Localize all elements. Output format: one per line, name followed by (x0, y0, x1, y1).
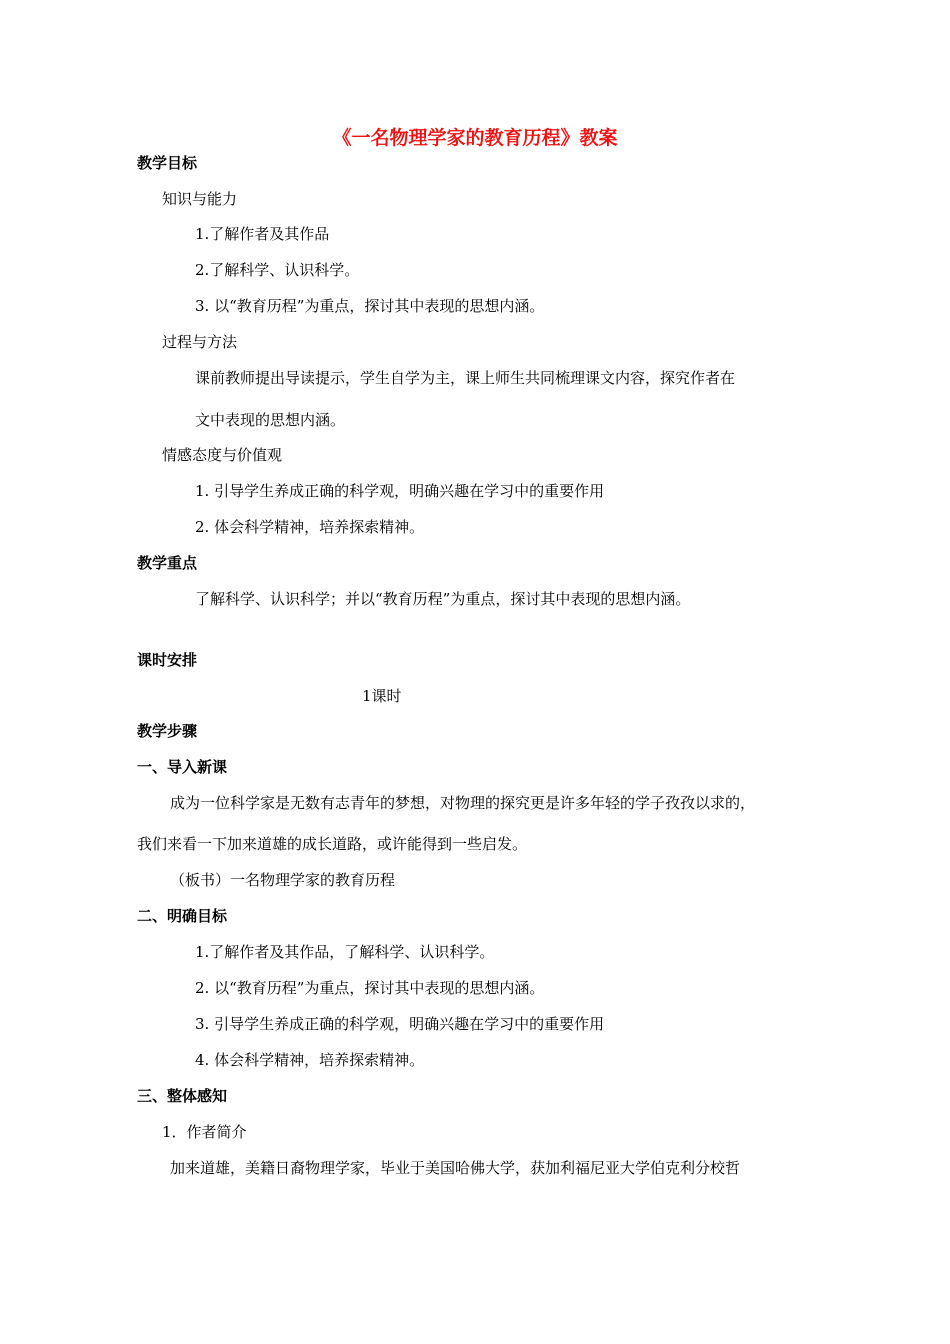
key-points-text: 了解科学、认识科学；并以“教育历程”为重点，探讨其中表现的思想内涵。 (195, 590, 691, 608)
step2-item-2: 2. 以“教育历程”为重点，探讨其中表现的思想内涵。 (195, 979, 545, 997)
process-method-line-1: 课前教师提出导读提示，学生自学为主，课上师生共同梳理课文内容，探究作者在 (195, 369, 736, 387)
step3-heading: 三、整体感知 (137, 1087, 228, 1105)
step1-blackboard: （板书）一名物理学家的教育历程 (170, 871, 396, 889)
step2-item-4: 4. 体会科学精神，培养探索精神。 (195, 1051, 425, 1069)
emotion-values-subheading: 情感态度与价值观 (162, 446, 283, 464)
step2-item-1: 1.了解作者及其作品，了解科学、认识科学。 (195, 943, 495, 961)
emotion-item-2: 2. 体会科学精神，培养探索精神。 (195, 518, 425, 536)
schedule-heading: 课时安排 (137, 651, 198, 669)
knowledge-ability-subheading: 知识与能力 (162, 190, 238, 208)
objective-item-1: 1.了解作者及其作品 (195, 225, 330, 243)
step1-paragraph-line-2: 我们来看一下加来道雄的成长道路，或许能得到一些启发。 (137, 835, 528, 853)
objective-item-3: 3. 以“教育历程”为重点，探讨其中表现的思想内涵。 (195, 297, 545, 315)
step1-heading: 一、导入新课 (137, 758, 228, 776)
process-method-line-2: 文中表现的思想内涵。 (195, 411, 346, 429)
document-title: 《一名物理学家的教育历程》教案 (332, 127, 618, 149)
step3-item-1: 1．作者简介 (162, 1123, 247, 1141)
step1-paragraph-line-1: 成为一位科学家是无数有志青年的梦想，对物理的探究更是许多年轻的学子孜孜以求的， (170, 794, 756, 812)
objectives-heading: 教学目标 (137, 154, 198, 172)
step3-paragraph-line-1: 加来道雄，美籍日裔物理学家，毕业于美国哈佛大学，获加利福尼亚大学伯克利分校哲 (170, 1159, 741, 1177)
step2-heading: 二、明确目标 (137, 907, 228, 925)
objective-item-2: 2.了解科学、认识科学。 (195, 261, 360, 279)
steps-heading: 教学步骤 (137, 722, 198, 740)
process-method-subheading: 过程与方法 (162, 333, 238, 351)
key-points-heading: 教学重点 (137, 554, 198, 572)
step2-item-3: 3. 引导学生养成正确的科学观，明确兴趣在学习中的重要作用 (195, 1015, 605, 1033)
emotion-item-1: 1. 引导学生养成正确的科学观，明确兴趣在学习中的重要作用 (195, 482, 605, 500)
schedule-text: 1课时 (362, 687, 402, 705)
